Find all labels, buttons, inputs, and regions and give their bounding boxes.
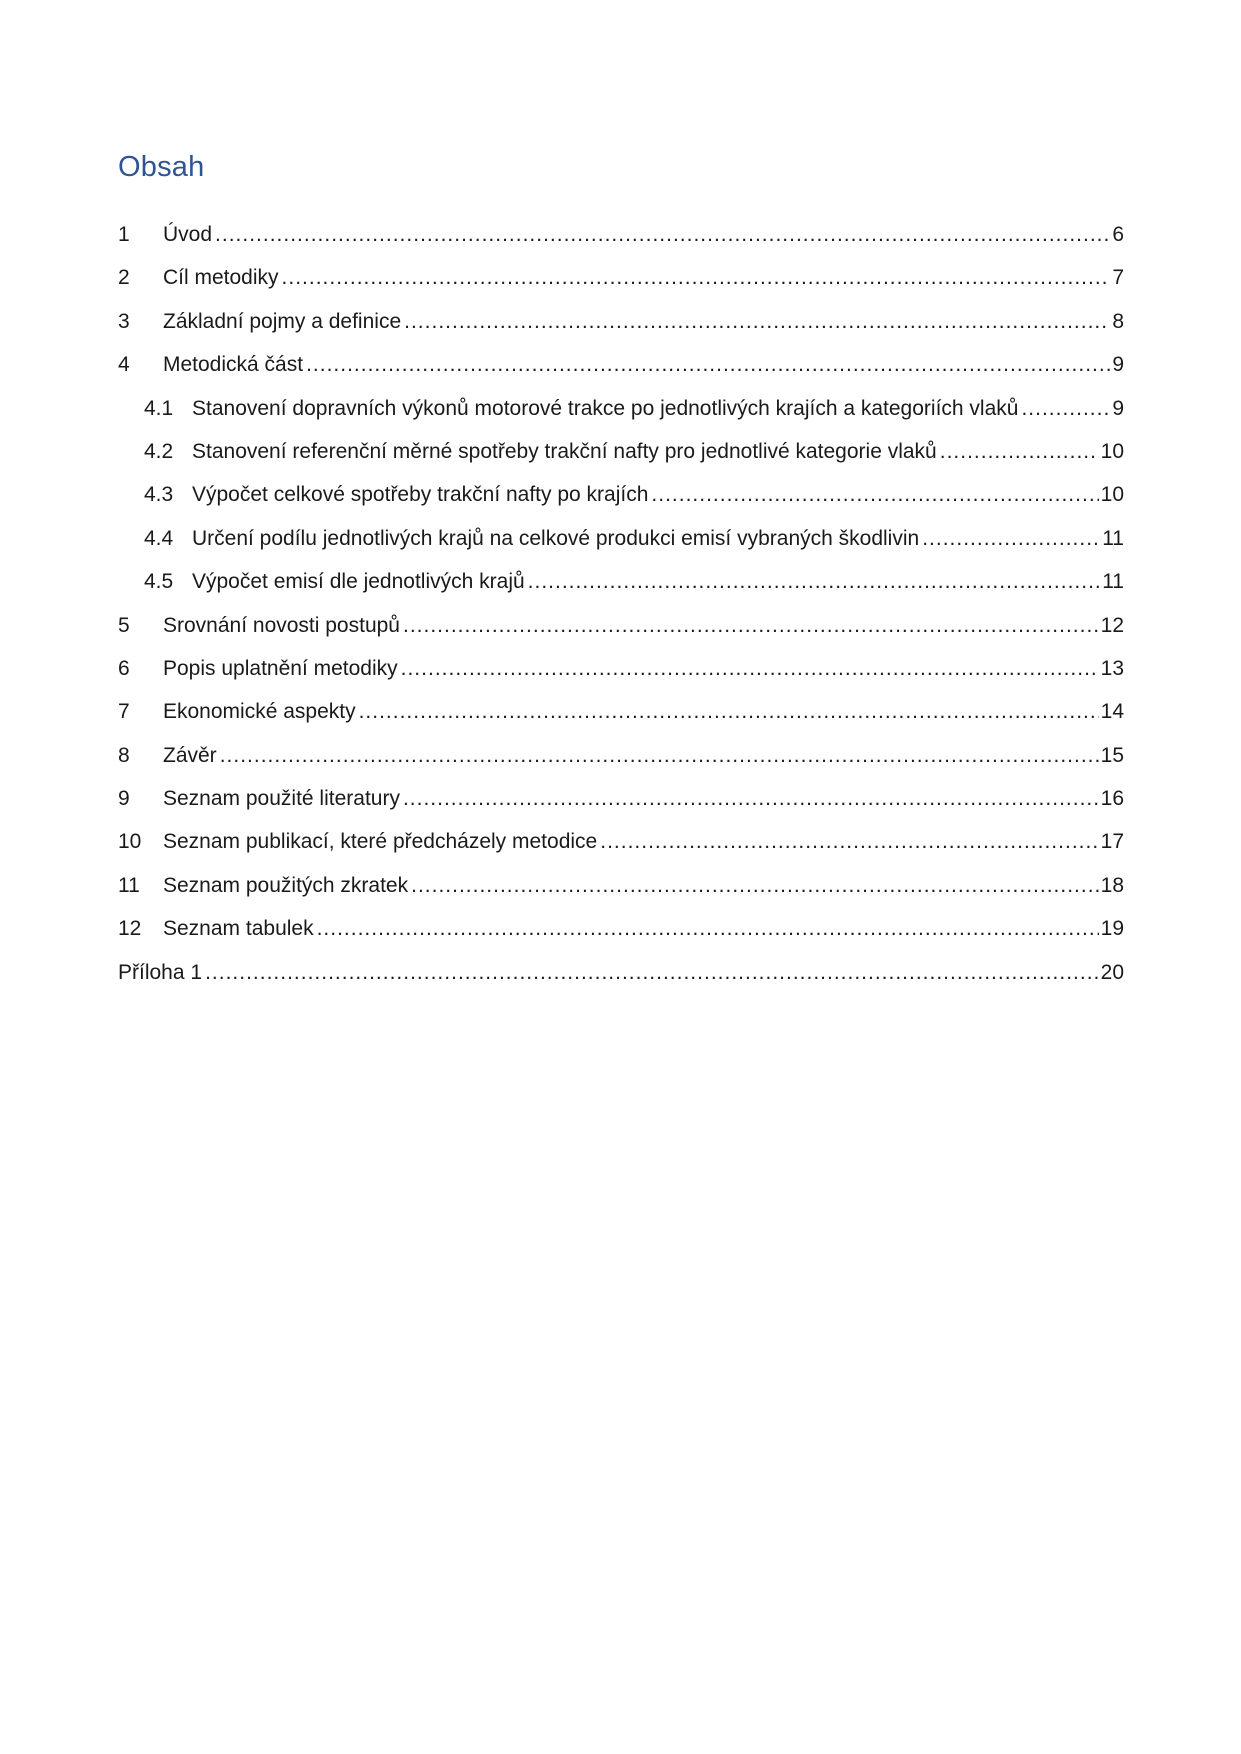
- toc-entry-number: 4: [118, 353, 130, 377]
- dot-leader: [528, 560, 1101, 603]
- toc-entry-title: Výpočet celkové spotřeby trakční nafty po krajích: [192, 483, 649, 507]
- dot-leader: [220, 734, 1099, 777]
- toc-entry-page: 8: [1112, 309, 1124, 333]
- toc-entry-title: Závěr: [163, 743, 217, 767]
- toc-entry-number: 12: [118, 917, 142, 941]
- toc-entry-title: Ekonomické aspekty: [163, 700, 356, 724]
- toc-entry[interactable]: [118, 213, 1124, 256]
- dot-leader: [411, 864, 1099, 907]
- toc-entry-number: 5: [118, 613, 130, 637]
- dot-leader: [1021, 387, 1110, 430]
- toc-entry-page: 15: [1100, 743, 1124, 767]
- toc-entry[interactable]: [118, 517, 1124, 560]
- dot-leader: [651, 473, 1098, 516]
- toc-entry-title: Srovnání novosti postupů: [163, 613, 400, 637]
- toc-entry-number: 4.5: [144, 570, 174, 594]
- toc-entry[interactable]: [118, 343, 1124, 386]
- dot-leader: [306, 343, 1110, 386]
- toc-entry-page: 19: [1100, 917, 1124, 941]
- dot-leader: [404, 300, 1110, 343]
- dot-leader: [282, 256, 1111, 299]
- dot-leader: [205, 951, 1099, 994]
- toc-entry-page: 20: [1100, 960, 1124, 984]
- toc-entry-page: 16: [1100, 787, 1124, 811]
- toc-entry-title: Seznam použitých zkratek: [163, 873, 409, 897]
- toc-entry-title: Stanovení referenční měrné spotřeby trakční nafty pro jednotlivé kategorie vlaků: [192, 439, 937, 463]
- dot-leader: [922, 517, 1100, 560]
- toc-entry-page: 9: [1112, 353, 1124, 377]
- toc-entry[interactable]: [118, 647, 1124, 690]
- toc-entry-title: Metodická část: [163, 353, 304, 377]
- toc-entry-page: 10: [1100, 483, 1124, 507]
- dot-leader: [317, 907, 1099, 950]
- toc-entry-title: Určení podílu jednotlivých krajů na celkové produkci emisí vybraných škodlivin: [192, 526, 920, 550]
- toc-entry[interactable]: [118, 387, 1124, 430]
- dot-leader: [600, 820, 1098, 863]
- toc-entry-title: Seznam použité literatury: [163, 787, 400, 811]
- toc-entry-page: 11: [1102, 526, 1124, 550]
- toc-entry-title: Seznam tabulek: [163, 917, 314, 941]
- toc-entry[interactable]: [118, 690, 1124, 733]
- toc-entry-page: 13: [1100, 656, 1124, 680]
- toc-entry-page: 10: [1100, 439, 1124, 463]
- toc-entry[interactable]: [118, 951, 1124, 994]
- toc-entry-number: 7: [118, 700, 130, 724]
- toc-entry[interactable]: [118, 430, 1124, 473]
- toc-entry-number: 4.2: [144, 439, 174, 463]
- toc-entry-page: 12: [1100, 613, 1124, 637]
- toc-entry-title: Stanovení dopravních výkonů motorové trakce po jednotlivých krajích a kategoriích vlaků: [192, 396, 1019, 420]
- toc-entry-title: Příloha 1: [118, 960, 203, 984]
- toc-entry-page: 14: [1100, 700, 1124, 724]
- dot-leader: [359, 690, 1099, 733]
- toc-entry-page: 6: [1112, 223, 1124, 246]
- dot-leader: [401, 647, 1099, 690]
- table-of-contents: [118, 213, 1124, 994]
- toc-entry[interactable]: [118, 820, 1124, 863]
- toc-entry[interactable]: [118, 473, 1124, 516]
- toc-entry[interactable]: [118, 734, 1124, 777]
- dot-leader: [215, 213, 1110, 256]
- toc-entry-page: 18: [1100, 873, 1124, 897]
- toc-entry-number: 9: [118, 787, 130, 811]
- dot-leader: [403, 777, 1099, 820]
- toc-entry-title: Základní pojmy a definice: [163, 309, 402, 333]
- toc-entry-title: Cíl metodiky: [163, 266, 279, 290]
- toc-entry-title: Úvod: [163, 223, 213, 246]
- toc-entry[interactable]: [118, 907, 1124, 950]
- toc-entry-number: 4.3: [144, 483, 174, 507]
- toc-entry[interactable]: [118, 560, 1124, 603]
- toc-entry-title: Popis uplatnění metodiky: [163, 656, 398, 680]
- toc-entry[interactable]: [118, 256, 1124, 299]
- toc-entry-number: 1: [118, 223, 130, 246]
- toc-entry[interactable]: [118, 864, 1124, 907]
- toc-entry-page: 11: [1102, 570, 1124, 594]
- toc-entry-number: 4.1: [144, 396, 174, 420]
- toc-entry-number: 10: [118, 830, 142, 854]
- toc-entry-page: 7: [1112, 266, 1124, 290]
- toc-entry-number: 8: [118, 743, 130, 767]
- toc-entry[interactable]: [118, 604, 1124, 647]
- toc-title: Obsah: [118, 151, 205, 183]
- toc-entry-title: Výpočet emisí dle jednotlivých krajů: [192, 570, 525, 594]
- toc-entry-page: 17: [1100, 830, 1124, 854]
- toc-entry-number: 2: [118, 266, 130, 290]
- toc-entry-page: 9: [1112, 396, 1124, 420]
- dot-leader: [403, 604, 1099, 647]
- toc-entry-number: 4.4: [144, 526, 174, 550]
- toc-entry-number: 11: [118, 873, 140, 897]
- toc-entry-title: Seznam publikací, které předcházely metodice: [163, 830, 598, 854]
- toc-entry-number: 3: [118, 309, 130, 333]
- toc-entry[interactable]: [118, 300, 1124, 343]
- toc-entry[interactable]: [118, 777, 1124, 820]
- dot-leader: [940, 430, 1099, 473]
- toc-entry-number: 6: [118, 656, 130, 680]
